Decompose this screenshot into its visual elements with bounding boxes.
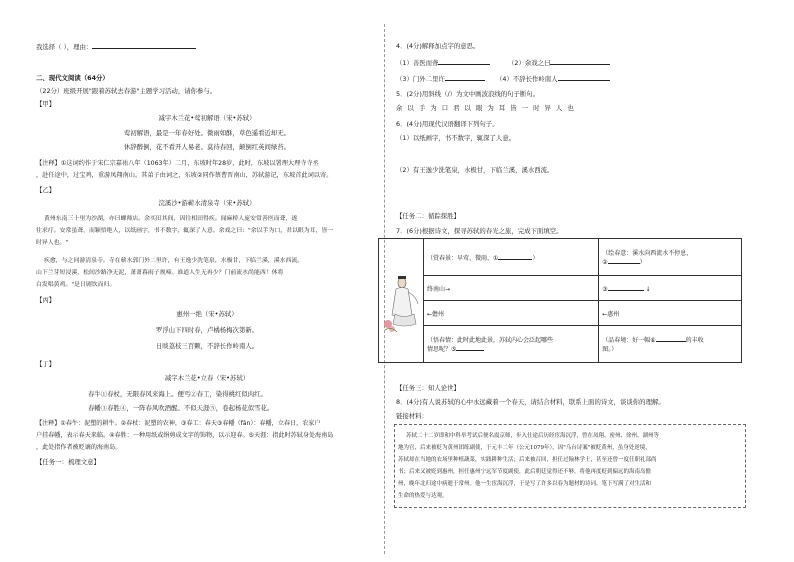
poem2-line: 往求疗。安常虽聋，而颖悟绝人，以纸画字，书不数字，辄深了人意。余戏之曰："余以手为口，君以眼为耳，皆一 [36,228,334,234]
q4-answer-blank[interactable] [550,58,610,65]
poem4-line: 春牛①春杖，无限春风来海上。便丐②春工，染得桃红似肉红。 [88,390,267,398]
q4-answer-blank[interactable] [445,74,485,81]
q5-stem: 5．(2分)用斜线（/）为文中画波浪线的句子断句。 [396,90,540,98]
q7-blank-6[interactable] [656,335,686,342]
q7-cell: （品春境：好一幅⑥ 的丰收 图。） [599,326,742,363]
label-yi: 【乙】 [36,186,56,194]
poem4-line: 春幡③春胜④，一阵春风吹酒醒。不似天涯⑤，卷起杨花似雪花。 [88,404,274,412]
q4-item: （4）不辞长作岭南人 [496,74,610,83]
q7-stem: 7．(6分)根据诗文，探寻苏轼的春光之旅，完成下面填空。 [396,227,563,235]
poem1-line: 莺初解语，最是一年春好处。微雨如酥，草色遥看近却无。 [123,129,291,137]
poem2-line: 疾愈，与之同游清泉寺。寺在蕲水郭门外二里许，有王逸少洗笔泉，水极甘，下临兰溪，溪水西流。 [44,258,304,264]
q4-item: （1）善医而聋 [396,58,490,67]
poem2-title: 浣溪沙•游蕲水清泉寺（宋•苏轼） [158,199,256,207]
reason-answer-blank[interactable] [92,42,196,49]
material-label: 链接材料： [396,412,428,420]
note4-line: ，此处指作者被贬谪的海南岛。 [36,444,122,451]
choice-prompt: 我选择（ ），理由： [36,43,93,51]
q6-item: （2）有王逸少洗笔泉，水极甘，下临兰溪，溪水西流。 [396,166,554,174]
q7-blank-2[interactable] [608,257,640,264]
q7-cell: 终南山→ [424,276,599,301]
poem3-line: 日啖荔枝三百颗，不辞长作岭南人。 [155,342,259,350]
poem1-line: 休辞醉倒，花不看开人易老。莫待春回，颠倒红英间绿苔。 [123,143,291,151]
q8-stem: 8．(4分)有人说苏轼的心中永远藏着一个春天，请结合材料，联系上面的诗文，谈谈你的理解。 [396,398,665,406]
note1-line: 【注释】①这词约作于宋仁宗嘉祐八年（1063年）二月，东坡时年28岁，此时，东坡以署理大理寺寺丞 [36,160,319,167]
q7-cell: ←惠州 [599,301,742,326]
note1-line: ，赴任途中，过宝鸡，重游凤翔南山。其弟子由词之，东坡②同作蔡曹晋南山，苏轼游记，东坡首此词以寄。 [36,172,333,179]
q6-item: （1）以纸画字，书不数字，辄深了人意。 [396,134,516,142]
q6-stem: 6．(4分)用现代汉语翻译下列句子。 [396,120,499,128]
q4-answer-blank[interactable] [558,74,610,81]
poem2-line: 山下兰芽短浸溪，松间沙路净无泥，萧萧暮雨子规啼。谁道人生无再少？门前流水尚能西！休将 [36,270,284,276]
portrait-cell [379,239,424,363]
q7-cell: ←儋州 [424,301,599,326]
poem3-title: 惠州一绝（宋•苏轼） [176,310,238,318]
material-line: 苏轼二十二岁即和中科举考试后便名震京师，步入仕途后历经宦海沉浮，曾在凤翔、密州、徐州、湖州等 [406,433,660,439]
q7-blank-5[interactable] [456,344,484,351]
material-line: 生命的热爱与达观。 [398,493,448,499]
poem2-line: 时异人也。" [36,240,69,246]
q4-answer-blank[interactable] [438,58,490,65]
activity-intro: （22分）班级开展"跟着苏轼去春游"主题学习活动，请你参与。 [36,87,217,95]
section-heading: 二、现代文阅读（64分） [36,74,109,82]
note4-line: 【注释】①春牛：泥塑的耕牛。②春杖：泥塑的农神，③春工：春天③春幡（fān）：春幡，立春日，农家户 [36,420,321,427]
material-line: 州，晚年北归途中病逝于常州。他一生宦海沉浮，于是写了许多以春为题材的诗词，笔下写满了对生活和 [398,481,652,487]
label-ding: 【丁】 [36,360,56,368]
choice-answer-line [36,42,196,51]
poem2-line: 白发唱黄鸡。"是日剧饮而归。 [36,282,116,288]
material-line: 地为官，后来被贬为黄州团练副使，于元丰二年（公元1079年），因"乌台诗案"被贬黄州，虽身处逆境， [398,445,651,451]
task3-heading: 【任务三：知人论世】 [396,384,460,392]
q7-cell: ③ ↓ [599,276,742,301]
poem4-title: 减字木兰花•立春（宋•苏轼） [164,374,250,382]
q7-cell: （赏春景：早莺、微雨、① ） [424,239,599,276]
note4-line: 户挂春幡，表示春天来临。④春胜：一种用纸或绢剪成文字的饰物，以示迎春。⑤天涯：指此时苏轼身处海南岛 [36,432,334,439]
q7-cell: （绘春意：溪水向西流水不停息， ② ） [599,239,742,276]
q4-item: （3）门外二里许 [396,74,485,83]
poem3-line: 罗浮山下四时春，卢橘杨梅次第新。 [155,326,259,334]
q7-blank-1[interactable] [498,253,532,260]
task1-heading: 【任务一：梳理文意】 [36,458,100,466]
q7-blank-3[interactable] [608,284,644,291]
task2-heading: 【任务二：循踪探胜】 [396,212,460,220]
q4-stem: 4．(4分)解释加点字的意思。 [396,42,480,50]
label-bing: 【丙】 [36,296,56,304]
q4-item: （2）余戏之曰 [508,58,610,67]
material-line: 书；后来又被贬到惠州，担任惠州宁远军节度副使，此后朝廷觉得还不够，将他再度贬到偏远的海南岛儋 [398,469,652,475]
q5-sentence: 余 以 手 为 口 君 以 眼 为 耳 皆 一 时 异 人 也 [396,104,576,112]
poem2-line: 黄州东南三十里为沙湖，亦曰螺师店。余买田其间，因往相田得疾。闻麻桥人庞安常善医而聋，遂 [44,216,298,222]
q7-cell: （悟春情：此时此地此景，苏轼内心会泛起哪些 情思呢？⑤ [424,326,599,363]
q7-journey-table [378,238,742,363]
poem1-title: 减字木兰花•莺初解语（宋•苏轼） [158,114,256,122]
label-jia: 【甲】 [36,100,56,108]
material-line: 苏轼却在当地的农场里种植蔬菜，实践耕种生活；后来被召回，担任过翰林学士，甚至还曾一度任职礼部尚 [398,457,657,463]
